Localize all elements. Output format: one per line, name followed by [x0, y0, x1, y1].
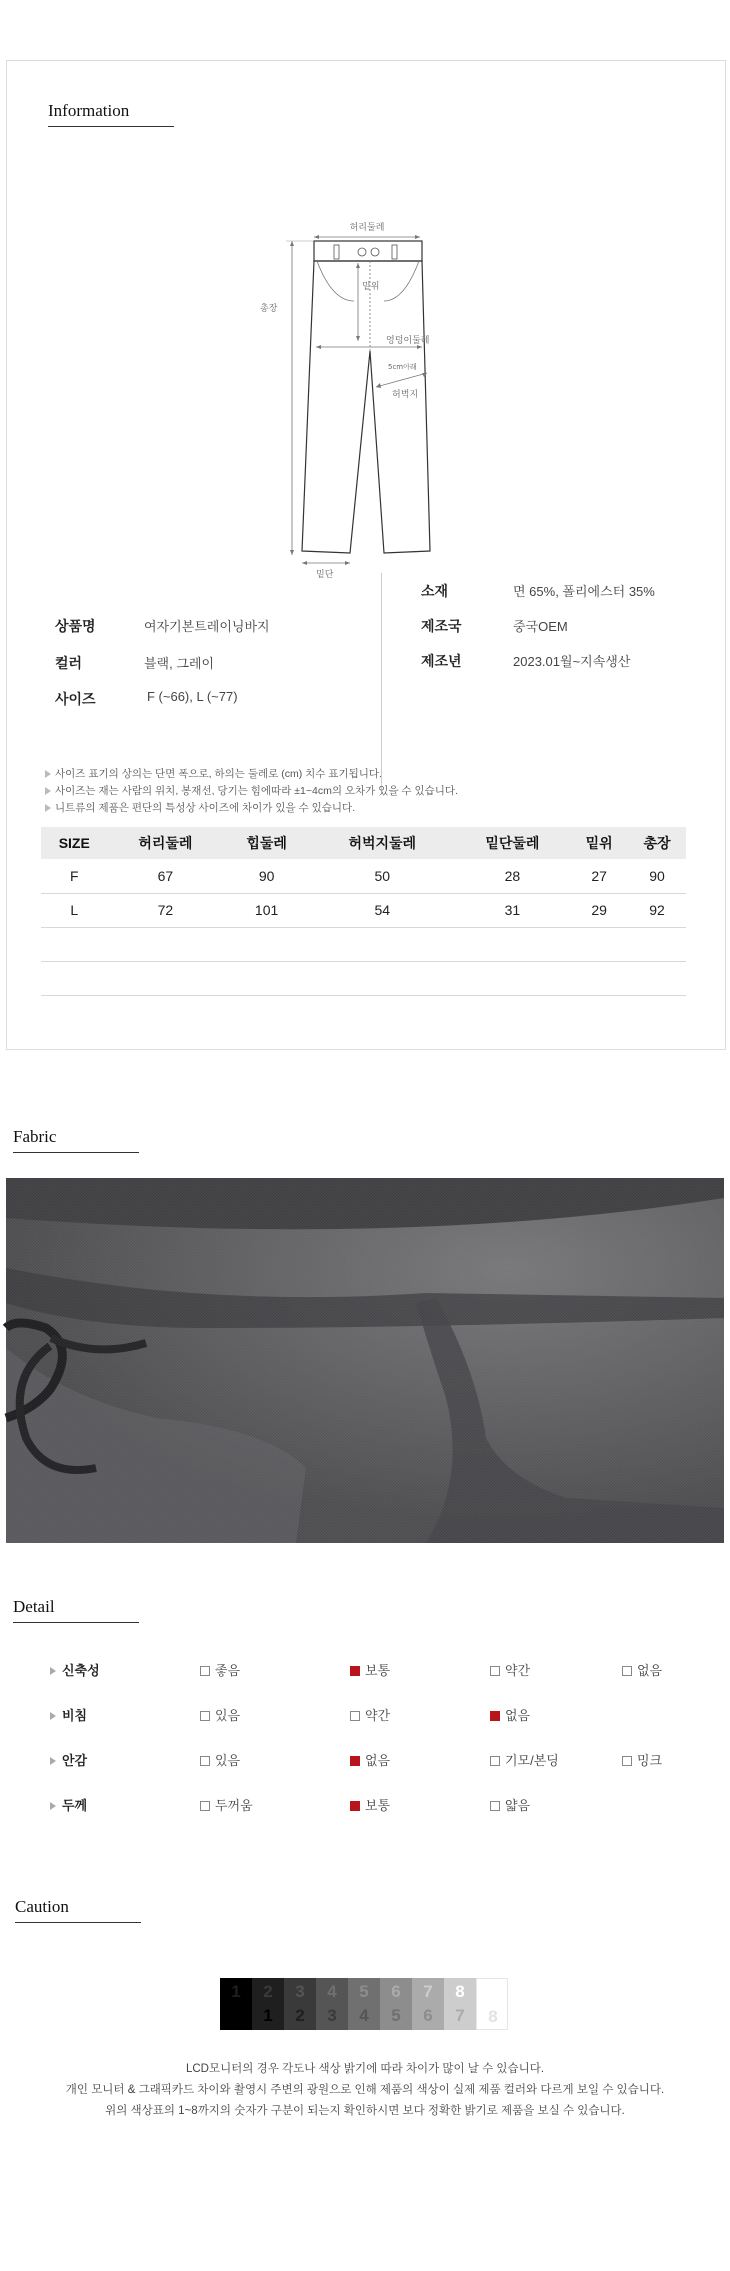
spec-value-color: 블랙, 그레이 [144, 656, 215, 671]
gray-swatch [252, 1978, 284, 2030]
detail-option [490, 1705, 530, 1724]
diagram-hem-label: 밑단 [316, 570, 334, 580]
size-cell: 27 [570, 859, 628, 893]
size-cell: 29 [570, 893, 628, 927]
detail-label-text: 신축성 [62, 1663, 100, 1678]
detail-option-text: 좋음 [215, 1663, 241, 1678]
swatch-number-top: 3 [295, 1982, 305, 2001]
detail-label-text: 두께 [62, 1798, 88, 1813]
table-row [41, 893, 686, 927]
bullet-triangle-icon [50, 1757, 56, 1765]
detail-label-text: 안감 [62, 1753, 88, 1768]
checked-checkbox-icon [350, 1756, 360, 1766]
detail-row-stretch [0, 1660, 730, 1684]
bullet-triangle-icon [50, 1802, 56, 1810]
detail-option [200, 1705, 240, 1724]
checkbox-icon [490, 1666, 500, 1676]
diagram-hip-label: 엉덩이둘레 [386, 336, 430, 346]
spec-value-year: 2023.01월~지속생산 [513, 654, 631, 669]
fabric-closeup-photo [6, 1178, 724, 1543]
pants-diagram-svg [260, 161, 472, 591]
swatch-number-bottom: 5 [391, 2006, 401, 2025]
detail-label [50, 1795, 87, 1814]
size-cell: 92 [628, 893, 686, 927]
detail-option-text: 있음 [215, 1708, 241, 1723]
detail-option [200, 1660, 240, 1679]
checkbox-icon [200, 1711, 210, 1721]
detail-option [490, 1795, 530, 1814]
information-title [48, 101, 129, 121]
checkbox-icon [622, 1666, 632, 1676]
detail-option-text: 두꺼움 [215, 1798, 253, 1813]
bullet-triangle-icon [45, 770, 51, 778]
size-cell: 28 [455, 859, 571, 893]
pants-size-diagram [260, 161, 472, 591]
swatch-number-bottom: 2 [295, 2006, 305, 2025]
detail-option [350, 1660, 390, 1679]
empty-cell [41, 927, 686, 961]
bullet-triangle-icon [50, 1667, 56, 1675]
swatch-number-bottom: 8 [488, 2007, 498, 2026]
size-cell: 31 [455, 893, 571, 927]
detail-option-text: 없음 [637, 1663, 663, 1678]
spec-label-material: 소재 [421, 583, 449, 599]
gray-swatch [380, 1978, 412, 2030]
swatch-number-bottom: 6 [423, 2006, 433, 2025]
checkbox-icon [200, 1756, 210, 1766]
swatch-number-top: 6 [391, 1982, 401, 2001]
bullet-triangle-icon [50, 1712, 56, 1720]
size-note [45, 783, 458, 798]
detail-option [622, 1750, 662, 1769]
caution-line: 개인 모니터 & 그래픽카드 차이와 촬영시 주변의 광원으로 인해 제품의 색상이 실제 제품 컬러와 다르게 보일 수 있습니다. [65, 2084, 665, 2096]
detail-row-thickness [0, 1795, 730, 1819]
checkbox-icon [350, 1711, 360, 1721]
detail-label [50, 1705, 87, 1724]
gray-swatch [316, 1978, 348, 2030]
spec-label-product: 상품명 [55, 618, 96, 634]
gray-swatch [476, 1978, 508, 2030]
size-table-header: 허리둘레 [108, 827, 224, 859]
detail-option-text: 기모/본딩 [505, 1753, 559, 1768]
size-table [41, 827, 686, 996]
detail-option-text: 보통 [365, 1798, 391, 1813]
detail-title-text: Detail [13, 1597, 55, 1616]
detail-row-sheerness [0, 1705, 730, 1729]
checkbox-icon [490, 1801, 500, 1811]
size-note-text: 사이즈는 재는 사람의 위치, 봉재선, 당기는 힘에따라 ±1~4cm의 오차가 있을 수 있습니다. [55, 785, 458, 797]
information-panel [6, 60, 726, 1050]
spec-label-size: 사이즈 [55, 691, 96, 707]
fabric-title [13, 1127, 56, 1147]
gray-swatch [412, 1978, 444, 2030]
fabric-title-text: Fabric [13, 1127, 57, 1146]
size-table-header: 허벅지둘레 [310, 827, 455, 859]
caution-title-text: Caution [15, 1897, 69, 1916]
detail-option [490, 1660, 530, 1679]
detail-option [200, 1795, 253, 1814]
gray-swatch [348, 1978, 380, 2030]
detail-option-text: 보통 [365, 1663, 391, 1678]
detail-option-text: 얇음 [505, 1798, 531, 1813]
diagram-thigh-label: 허벅지 [392, 390, 419, 400]
swatch-number-top: 1 [231, 1982, 241, 2001]
checked-checkbox-icon [350, 1801, 360, 1811]
size-note-text: 사이즈 표기의 상의는 단면 폭으로, 하의는 둘레로 (cm) 치수 표기됩니다. [55, 768, 382, 780]
size-note-text: 니트류의 제품은 편단의 특성상 사이즈에 차이가 있을 수 있습니다. [55, 802, 356, 814]
table-row [41, 859, 686, 893]
swatch-number-top: 8 [455, 1982, 465, 2001]
information-title-text: Information [48, 101, 130, 120]
size-cell: 50 [310, 859, 455, 893]
detail-option [350, 1795, 390, 1814]
detail-option-text: 없음 [505, 1708, 531, 1723]
swatch-number-top: 4 [327, 1982, 337, 2001]
detail-option-text: 없음 [365, 1753, 391, 1768]
spec-value-material: 면 65%, 폴리에스터 35% [513, 584, 655, 599]
empty-table-row [41, 961, 686, 995]
swatch-number-bottom: 7 [455, 2006, 465, 2025]
size-cell: 54 [310, 893, 455, 927]
detail-option [350, 1705, 390, 1724]
title-underline [15, 1922, 141, 1923]
detail-option-text: 있음 [215, 1753, 241, 1768]
detail-option [622, 1660, 662, 1679]
size-note [45, 800, 355, 815]
gray-scale-chart [220, 1978, 508, 2030]
detail-option [350, 1750, 390, 1769]
spec-value-origin: 중국OEM [513, 619, 568, 634]
empty-cell [41, 961, 686, 995]
detail-option-text: 밍크 [637, 1753, 663, 1768]
detail-option [490, 1750, 559, 1769]
diagram-waist-label: 허리둘레 [349, 223, 385, 233]
size-cell: 72 [108, 893, 224, 927]
spec-value-product: 여자기본트레이닝바지 [144, 619, 270, 634]
checkbox-icon [200, 1666, 210, 1676]
title-underline [13, 1622, 139, 1623]
size-table-header-row [41, 827, 686, 859]
detail-option [200, 1750, 240, 1769]
gray-swatch [444, 1978, 476, 2030]
size-cell: 67 [108, 859, 224, 893]
size-cell: 90 [223, 859, 310, 893]
swatch-number-bottom: 1 [263, 2006, 273, 2025]
size-table-header: 밑단둘레 [455, 827, 571, 859]
swatch-number-bottom: 4 [359, 2006, 369, 2025]
size-table-header: 밑위 [570, 827, 628, 859]
empty-table-row [41, 927, 686, 961]
spec-label-color: 컬러 [55, 655, 83, 671]
size-cell: L [41, 893, 108, 927]
checkbox-icon [490, 1756, 500, 1766]
size-table-header: 총장 [628, 827, 686, 859]
size-table-header: SIZE [41, 827, 108, 859]
spec-label-origin: 제조국 [421, 618, 462, 634]
detail-label-text: 비침 [62, 1708, 88, 1723]
diagram-crotch-note: 5cm아래 [388, 363, 417, 371]
detail-label [50, 1750, 87, 1769]
caution-line: 위의 색상표의 1~8까지의 숫자가 구분이 되는지 확인하시면 보다 정확한 밝기로 제품을 보실 수 있습니다. [105, 2105, 625, 2117]
checked-checkbox-icon [350, 1666, 360, 1676]
checked-checkbox-icon [490, 1711, 500, 1721]
caution-title [15, 1897, 69, 1917]
bullet-triangle-icon [45, 787, 51, 795]
spec-value-size: F (~66), L (~77) [147, 689, 238, 704]
size-cell: 101 [223, 893, 310, 927]
gray-swatch [220, 1978, 252, 2030]
detail-option-text: 약간 [365, 1708, 391, 1723]
bullet-triangle-icon [45, 804, 51, 812]
spec-label-year: 제조년 [421, 653, 462, 669]
checkbox-icon [200, 1801, 210, 1811]
swatch-number-top: 7 [423, 1982, 433, 2001]
size-cell: F [41, 859, 108, 893]
diagram-length-label: 총장 [260, 304, 278, 314]
spec-divider [381, 573, 382, 793]
detail-label [50, 1660, 100, 1679]
checkbox-icon [622, 1756, 632, 1766]
size-table-header: 힙둘레 [223, 827, 310, 859]
detail-title [13, 1597, 55, 1617]
size-cell: 90 [628, 859, 686, 893]
swatch-number-bottom: 3 [327, 2006, 337, 2025]
gray-swatch [284, 1978, 316, 2030]
diagram-rise-label: 밑위 [362, 282, 380, 292]
detail-row-lining [0, 1750, 730, 1774]
swatch-number-top: 5 [359, 1982, 369, 2001]
title-underline [48, 126, 174, 127]
title-underline [13, 1152, 139, 1153]
detail-option-text: 약간 [505, 1663, 531, 1678]
size-note [45, 766, 382, 781]
fabric-photo-svg [6, 1178, 724, 1543]
swatch-number-top: 2 [263, 1982, 273, 2001]
caution-line: LCD모니터의 경우 각도나 색상 밝기에 따라 차이가 많이 날 수 있습니다. [185, 2063, 545, 2075]
